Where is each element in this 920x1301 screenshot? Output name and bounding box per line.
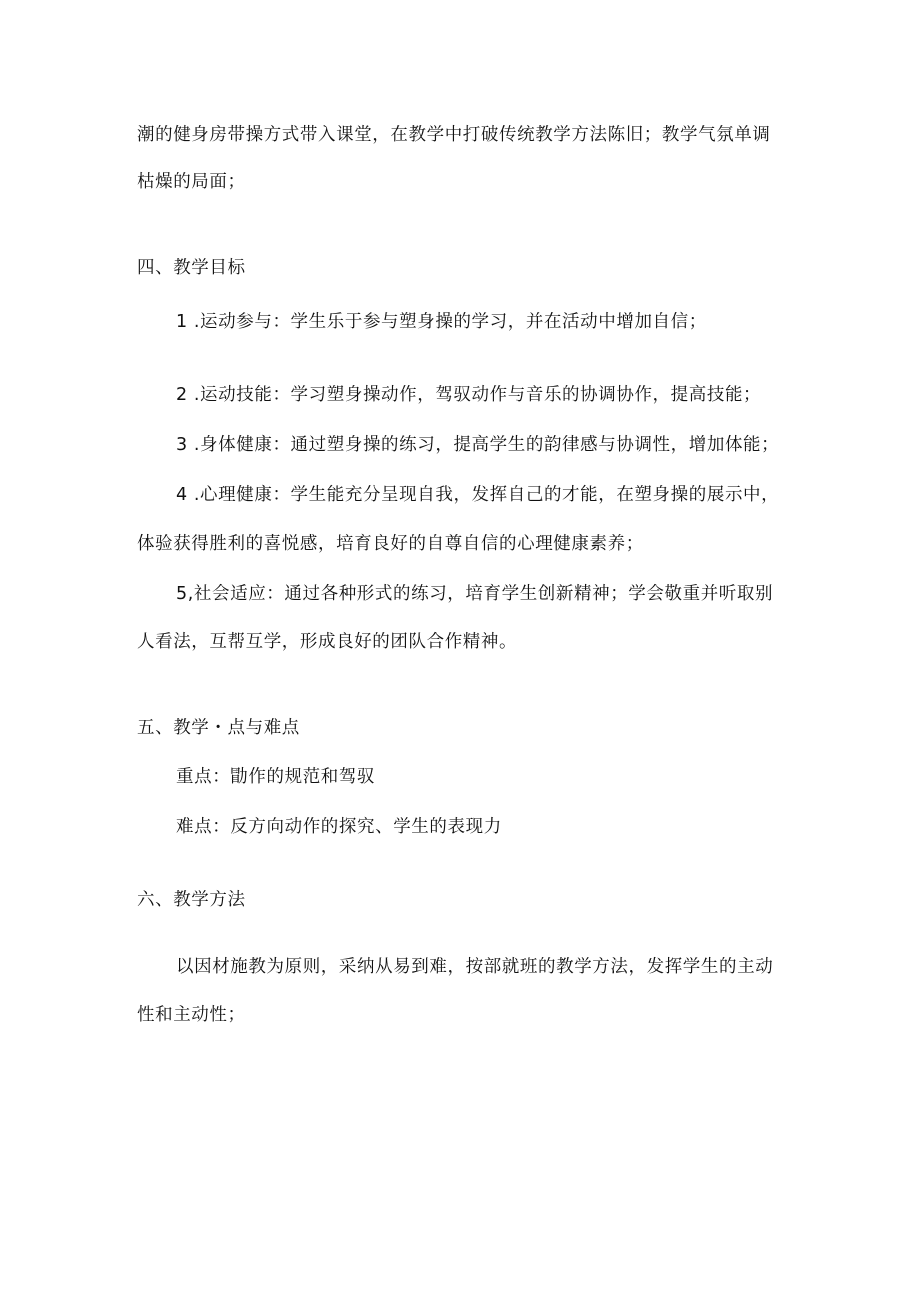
key-point-text: 重点：勖作的规范和驾驭	[176, 767, 376, 787]
method-text-line-1: 以因材施教为原则，采纳从易到难，按部就班的教学方法，发挥学生的主动	[176, 957, 774, 977]
objective-item-1: 1 .运动参与：学生乐于参与塑身操的学习，并在活动中增加自信；	[176, 312, 707, 332]
section-5-heading: 五、教学・点与难点	[137, 718, 300, 738]
intro-text-line-2: 枯燥的局面；	[137, 172, 246, 192]
method-text-line-2: 性和主动性；	[137, 1005, 246, 1025]
objective-item-5-continuation: 人看法，互帮互学，形成良好的团队合作精神。	[137, 632, 518, 652]
objective-item-2: 2 .运动技能：学习塑身操动作，驾驭动作与音乐的协调协作，提高技能；	[176, 385, 762, 405]
objective-item-4-continuation: 体验获得胜利的喜悦感，培育良好的自尊自信的心理健康素养；	[137, 534, 644, 554]
objective-item-3: 3 .身体健康：通过塑身操的练习，提高学生的韵律感与协调性，增加体能；	[176, 435, 780, 455]
section-4-heading: 四、教学目标	[137, 258, 246, 278]
section-6-heading: 六、教学方法	[137, 890, 246, 910]
objective-item-4: 4 .心理健康：学生能充分呈现自我，发挥自己的才能，在塑身操的展示中，	[176, 485, 780, 505]
difficulty-text: 难点：反方向动作的探究、学生的表现力	[176, 817, 502, 837]
objective-item-5: 5,社会适应：通过各种形式的练习，培育学生创新精神；学会敬重并听取别	[176, 584, 774, 604]
intro-text-line-1: 潮的健身房带操方式带入课堂，在教学中打破传统教学方法陈旧；教学气氛单调	[137, 125, 771, 145]
